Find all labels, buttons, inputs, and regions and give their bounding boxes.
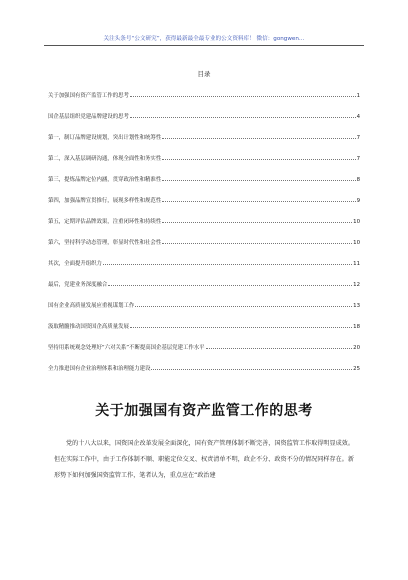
toc-leader	[130, 323, 352, 328]
toc-entry-text: 全力推进国有企业治理体系和治理能力建设	[48, 366, 151, 372]
toc-entry[interactable]	[48, 197, 360, 205]
toc-entry-page: 12	[353, 282, 360, 288]
toc-entry-text: 关于加强国有资产监管工作的思考	[48, 93, 129, 99]
toc-entry-text: 第一，制订品牌建设规划，突出计划性和统筹性	[48, 135, 162, 141]
table-of-contents	[48, 92, 360, 373]
toc-leader	[108, 281, 352, 286]
toc-entry-text: 第五，定期评估品牌效果，注重闭环性和持续性	[48, 219, 162, 225]
toc-entry[interactable]	[48, 176, 360, 184]
toc-entry-text: 汲取精髓推动国资国企高质量发展	[48, 324, 129, 330]
toc-entry-page: 10	[353, 219, 360, 225]
toc-entry[interactable]	[48, 239, 360, 247]
toc-entry-text: 国有企业高质量发展应重视谋划工作	[48, 303, 135, 309]
toc-title: 目录	[197, 70, 211, 78]
toc-leader	[162, 197, 355, 202]
toc-entry[interactable]	[48, 344, 360, 352]
document-body	[54, 436, 354, 484]
toc-leader	[162, 218, 352, 223]
toc-leader	[162, 134, 355, 139]
toc-entry-page: 7	[356, 156, 360, 162]
toc-entry-page: 11	[353, 261, 360, 267]
toc-entry-page: 10	[353, 240, 360, 246]
toc-entry-page: 18	[353, 324, 360, 330]
toc-entry-text: 最后，党建业务深度融合	[48, 282, 108, 288]
toc-entry-page: 20	[353, 345, 360, 351]
toc-entry[interactable]	[48, 302, 360, 310]
toc-entry[interactable]	[48, 155, 360, 163]
toc-leader	[206, 344, 353, 349]
toc-entry-text: 坚持用系统观念处理好“六对关系”不断提高国企基层党建工作水平	[48, 345, 205, 351]
toc-entry[interactable]	[48, 218, 360, 226]
toc-entry-page: 1	[356, 93, 360, 99]
toc-entry[interactable]	[48, 323, 360, 331]
toc-entry-text: 第六，坚持科学动态管理，彰显时代性和社会性	[48, 240, 162, 246]
toc-entry[interactable]	[48, 365, 360, 373]
body-paragraph: 党的十八大以来，国资国企改革发展全面深化，国有资产管理体制不断完善，国资监管工作取得明显成效。但在实际工作中，由于工作体制不顺、职能定位交叉、权责清单不明，政企不分、政资不分的情况同样存在。新形势下如何加强国资监管工作，笔者认为，重点应在“政治建	[54, 440, 354, 479]
toc-entry-page: 13	[353, 303, 360, 309]
toc-leader	[162, 155, 355, 160]
toc-leader	[130, 113, 356, 118]
toc-leader	[135, 302, 352, 307]
toc-entry-page: 8	[356, 177, 360, 183]
toc-leader	[151, 365, 352, 370]
toc-entry[interactable]	[48, 260, 360, 268]
toc-entry-text: 第二，深入基层调研沟通，体现全面性和务实性	[48, 156, 162, 162]
toc-leader	[130, 92, 356, 97]
toc-leader	[162, 176, 355, 181]
toc-leader	[162, 239, 352, 244]
toc-entry-text: 第三，提炼品牌定位内涵，贯穿政治性和精准性	[48, 177, 162, 183]
toc-entry-page: 4	[356, 114, 360, 120]
toc-entry-page: 25	[353, 366, 360, 372]
toc-entry-page: 9	[356, 198, 360, 204]
toc-entry[interactable]	[48, 92, 360, 100]
toc-entry[interactable]	[48, 113, 360, 121]
toc-entry[interactable]	[48, 281, 360, 289]
document-title: 关于加强国有资产监管工作的思考	[95, 403, 313, 419]
toc-entry-text: 国企基层组织党建品牌建设的思考	[48, 114, 129, 120]
toc-entry-text: 第四，加强品牌宣贯推行，展现多样性和规范性	[48, 198, 162, 204]
toc-entry-page: 7	[356, 135, 360, 141]
toc-entry[interactable]	[48, 134, 360, 142]
toc-entry-text: 其次，全面提升组织力	[48, 261, 102, 267]
header-note: 关注头条号“公文研究”，获得最新最全最专业的公文资料库！ 微信：gongwen…	[44, 34, 364, 46]
toc-leader	[103, 260, 352, 265]
